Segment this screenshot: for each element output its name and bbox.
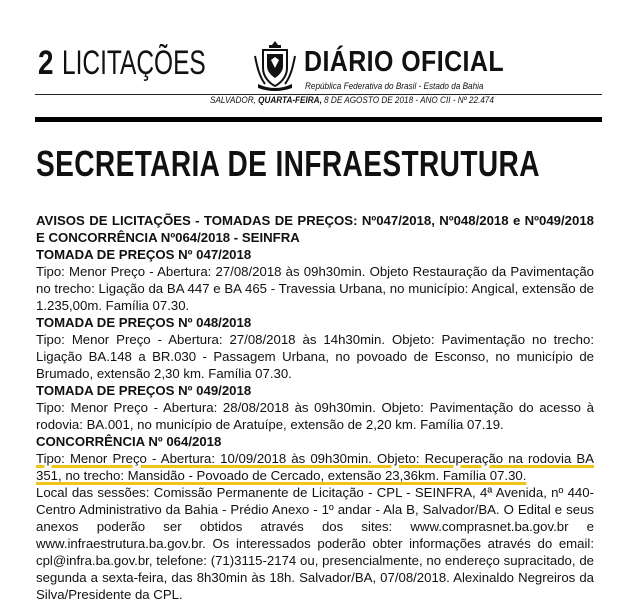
tp049-text: Tipo: Menor Preço - Abertura: 28/08/2018 às 09h30min. Objeto: Pavimentação do acesso à rodovia: BA.001, no município de Aratuípe, extensão de 2,20 km. Família 07.19. — [36, 400, 594, 432]
cc064-text: Tipo: Menor Preço - Abertura: 10/09/2018 às 09h30min. Objeto: Recuperação na rodovia BA 351, no trecho: Mansidão - Povoado de Cercado, extensão 23,36km. Família 07.30. — [36, 451, 594, 483]
bahia-coat-of-arms-icon — [252, 38, 298, 92]
publication-subtitle: República Federativa do Brasil - Estado da Bahia — [305, 81, 484, 92]
tp048-text: Tipo: Menor Preço - Abertura: 27/08/2018 às 14h30min. Objeto: Pavimentação no trecho: Ligação BA.148 a BR.030 - Passagem Urbana, no povoado de Esconso, no município de Brumado, extensão 2,30 km. Família 07.30. — [36, 332, 594, 381]
section-label: LICITAÇÕES — [62, 44, 206, 82]
publication-name: DIÁRIO OFICIAL — [304, 46, 504, 78]
notice-main-heading: AVISOS DE LICITAÇÕES - TOMADAS DE PREÇOS: Nº047/2018, Nº048/2018 e Nº049/2018 E CONCORRÊNCIA Nº064/2018 - SEINFRA — [36, 213, 594, 245]
tp047-heading: TOMADA DE PREÇOS Nº 047/2018 — [36, 247, 252, 262]
dateline-weekday: QUARTA-FEIRA, — [258, 95, 322, 106]
dateline — [210, 95, 494, 106]
section-divider — [35, 117, 602, 122]
closing-text: Local das sessões: Comissão Permanente de Licitação - CPL - SEINFRA, 4ª Avenida, nº 440- Centro Administrativo da Bahia - Prédio Anexo - 1º andar - Ala B, Salvador/BA. O Edital e seus anexos poderão ser obtidos através dos sites: www.comprasnet.ba.gov.br e www.infraestrutura.ba.gov.br. Os interessados poderão obter informações através do email: cpl@infra.ba.gov.br, telefone: (71)3115-2174 ou, presencialmente, no endereço supracitado, de segunda a sexta-feira, das 8h30min às 18h. Salvador/BA, 07/08/2018. Alexinaldo Negreiros da Silva/Presidente da CPL. — [36, 485, 594, 602]
department-title: SECRETARIA DE INFRAESTRUTURA — [36, 143, 540, 184]
tp049-heading: TOMADA DE PREÇOS Nº 049/2018 — [36, 383, 252, 398]
notice-body — [36, 212, 594, 603]
dateline-date: 8 DE AGOSTO DE 2018 - ANO CII - Nº 22.474 — [324, 95, 494, 106]
tp047-text: Tipo: Menor Preço - Abertura: 27/08/2018 às 09h30min. Objeto Restauração da Pavimentação no trecho: Ligação da BA 447 e BA 465 - Travessia Urbana, no município: Angical, extensão de 1.235,00m. Família 07.30. — [36, 264, 594, 313]
tp048-heading: TOMADA DE PREÇOS Nº 048/2018 — [36, 315, 252, 330]
page-number: 2 — [38, 44, 53, 82]
dateline-city: SALVADOR, — [210, 95, 256, 106]
cc064-heading: CONCORRÊNCIA Nº 064/2018 — [36, 434, 222, 449]
